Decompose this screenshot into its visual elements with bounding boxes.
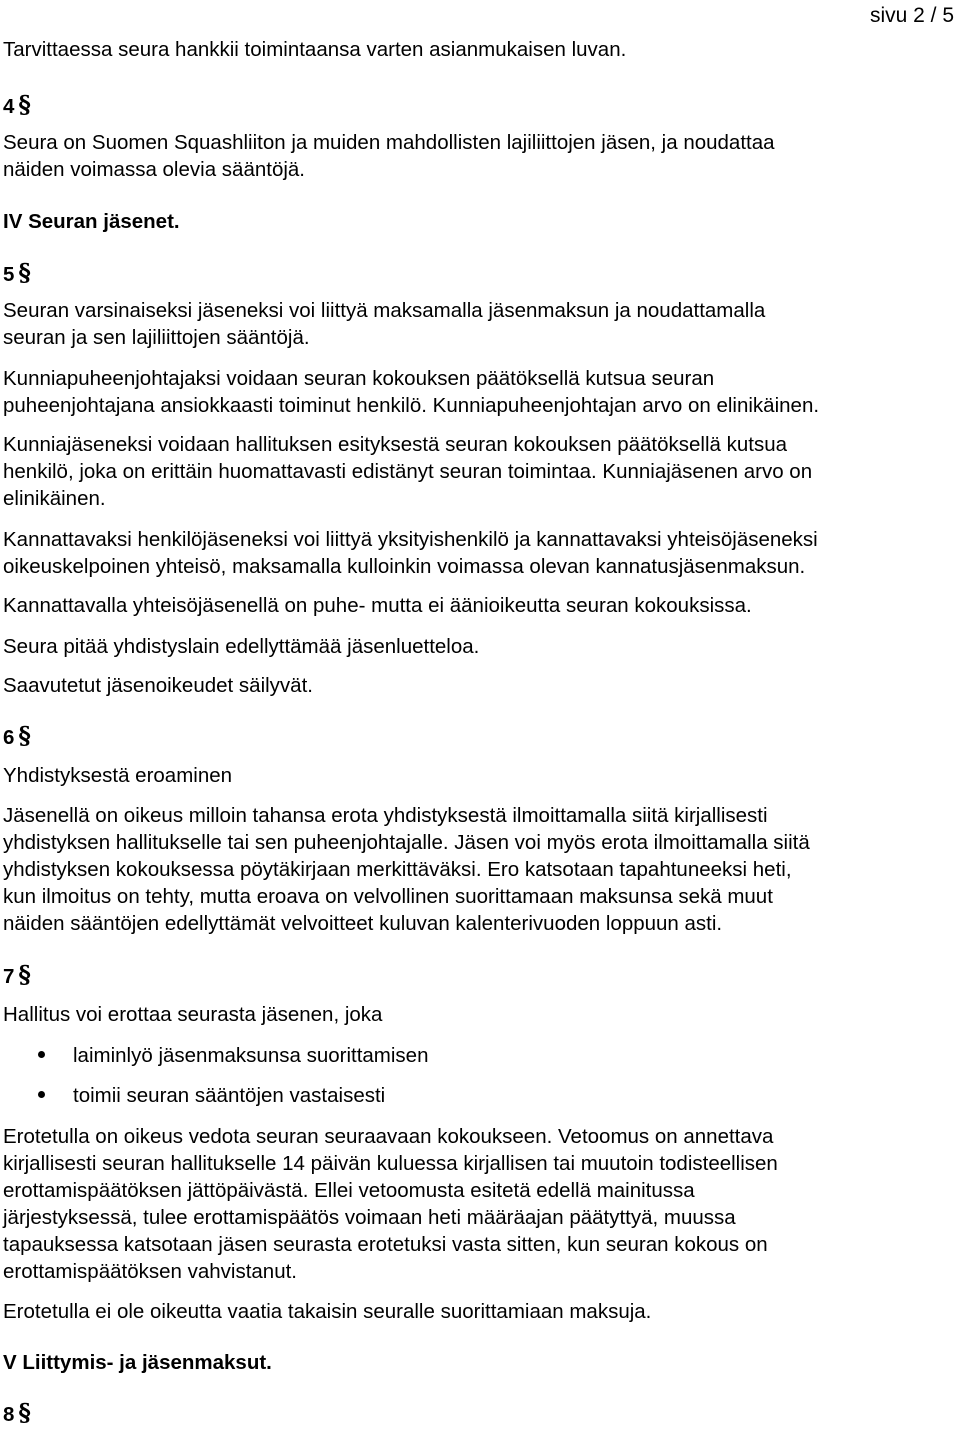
- paragraph-s4-line1: Seura on Suomen Squashliiton ja muiden mahdollisten lajiliittojen jäsen, ja noudattaa: [3, 131, 775, 154]
- paragraph-s5a-line1: Seuran varsinaiseksi jäseneksi voi liittyä maksamalla jäsenmaksun ja noudattamalla: [3, 299, 766, 322]
- paragraph-s7a-line4: järjestyksessä, tulee erottamispäätös voimaan heti määräajan päätyttyä, muussa: [3, 1206, 736, 1229]
- page-number: sivu 2 / 5: [869, 4, 954, 27]
- paragraph-s4-line2: näiden voimassa olevia sääntöjä.: [3, 158, 305, 181]
- section-heading-8: 8 §: [3, 1398, 31, 1427]
- paragraph-s7a-line5: tapauksessa katsotaan jäsen seurasta erotetuksi vasta sitten, kun seuran kokous on: [3, 1233, 768, 1256]
- section-symbol: §: [18, 721, 31, 750]
- paragraph-s5g: Saavutetut jäsenoikeudet säilyvät.: [3, 674, 313, 697]
- section-symbol: §: [18, 258, 31, 287]
- section-heading-7: 7 §: [3, 960, 31, 989]
- paragraph-s5b-line2: puheenjohtajana ansiokkaasti toiminut henkilö. Kunniapuheenjohtajan arvo on elinikäinen.: [3, 394, 820, 417]
- paragraph-s6-line3: yhdistyksen kokouksessa pöytäkirjaan merkittäväksi. Ero katsotaan tapahtuneeksi heti,: [3, 858, 792, 881]
- paragraph-s5f: Seura pitää yhdistyslain edellyttämää jäsenluetteloa.: [3, 635, 480, 658]
- section-symbol: §: [18, 960, 31, 989]
- section-heading-6: 6 §: [3, 721, 31, 750]
- section-symbol: §: [18, 1398, 31, 1427]
- paragraph-s7b: Erotetulla ei ole oikeutta vaatia takaisin seuralle suorittamiaan maksuja.: [3, 1300, 652, 1323]
- section-heading-5: 5 §: [3, 258, 31, 287]
- paragraph-s6-line5: näiden sääntöjen edellyttämät velvoitteet kuluvan kalenterivuoden loppuun asti.: [3, 912, 723, 935]
- paragraph-s5a-line2: seuran ja sen lajiliittojen sääntöjä.: [3, 326, 310, 349]
- paragraph-s7-intro: Hallitus voi erottaa seurasta jäsenen, joka: [3, 1003, 383, 1026]
- list-item: laiminlyö jäsenmaksunsa suorittamisen: [38, 1042, 429, 1069]
- paragraph-s7a-line2: kirjallisesti seuran hallitukselle 14 päivän kuluessa kirjallisen tai muutoin todisteellisen: [3, 1152, 778, 1175]
- paragraph-s5d-line2: oikeuskelpoinen yhteisö, maksamalla kulloinkin voimassa olevan kannatusjäsenmaksun.: [3, 555, 806, 578]
- bullet-icon: [38, 1091, 45, 1098]
- paragraph-s6-title: Yhdistyksestä eroaminen: [3, 764, 233, 787]
- paragraph-s5e: Kannattavalla yhteisöjäsenellä on puhe- mutta ei äänioikeutta seuran kokouksissa.: [3, 594, 752, 617]
- paragraph-s7a-line3: erottamispäätöksen jättöpäivästä. Ellei vetoomusta esitetä edellä mainitussa: [3, 1179, 695, 1202]
- paragraph-s5c-line2: henkilö, joka on erittäin huomattavasti edistänyt seuran toimintaa. Kunniajäsenen arvo on: [3, 460, 813, 483]
- paragraph-s5b-line1: Kunniapuheenjohtajaksi voidaan seuran kokouksen päätöksellä kutsua seuran: [3, 367, 715, 390]
- section-symbol: §: [18, 90, 31, 119]
- paragraph-s5d-line1: Kannattavaksi henkilöjäseneksi voi liittyä yksityishenkilö ja kannattavaksi yhteisöjäseneksi: [3, 528, 818, 551]
- paragraph-s5c-line3: elinikäinen.: [3, 487, 106, 510]
- bullet-icon: [38, 1051, 45, 1058]
- paragraph-s7a-line6: erottamispäätöksen vahvistanut.: [3, 1260, 297, 1283]
- paragraph-s6-line2: yhdistyksen hallitukselle tai sen puheenjohtajalle. Jäsen voi myös erota ilmoittamalla siitä: [3, 831, 810, 854]
- paragraph-s6-line1: Jäsenellä on oikeus milloin tahansa erota yhdistyksestä ilmoittamalla siitä kirjallisesti: [3, 804, 768, 827]
- list-item: toimii seuran sääntöjen vastaisesti: [38, 1082, 385, 1109]
- paragraph-s5c-line1: Kunniajäseneksi voidaan hallituksen esityksestä seuran kokouksen päätöksellä kutsua: [3, 433, 788, 456]
- chapter-heading-iv: IV Seuran jäsenet.: [3, 210, 180, 233]
- paragraph-s6-line4: kun ilmoitus on tehty, mutta eroava on velvollinen suorittamaan maksunsa sekä muut: [3, 885, 773, 908]
- section-heading-4: 4 §: [3, 90, 31, 119]
- paragraph-luvat: Tarvittaessa seura hankkii toimintaansa varten asianmukaisen luvan.: [3, 38, 627, 61]
- chapter-heading-v: V Liittymis- ja jäsenmaksut.: [3, 1351, 272, 1374]
- paragraph-s7a-line1: Erotetulla on oikeus vedota seuran seuraavaan kokoukseen. Vetoomus on annettava: [3, 1125, 774, 1148]
